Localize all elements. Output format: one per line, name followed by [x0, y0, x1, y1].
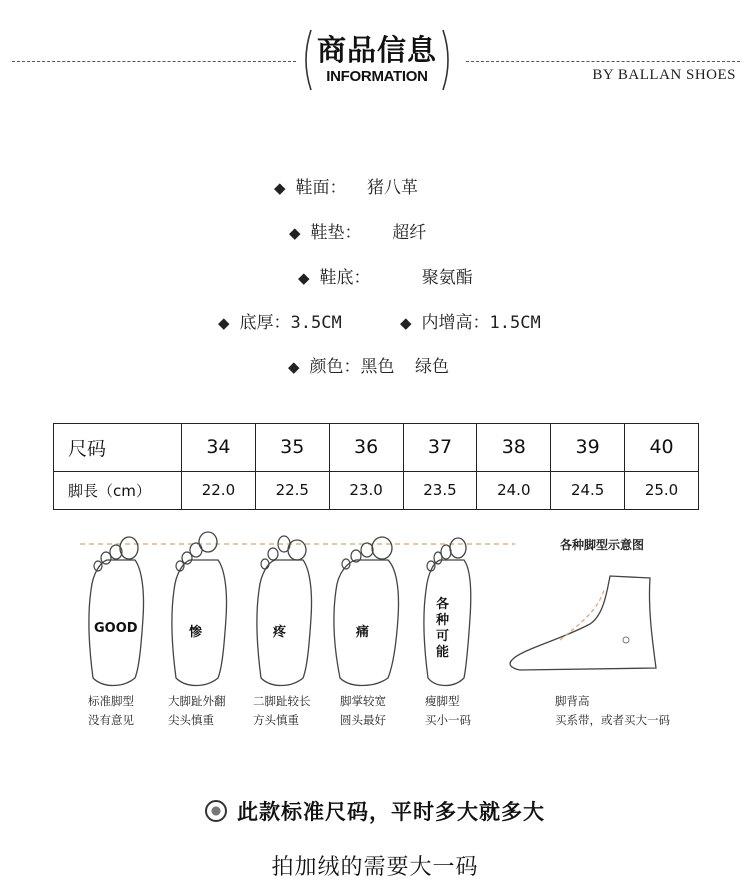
size-cell: 39 — [551, 424, 625, 472]
diamond-bullet-icon: ◆ — [298, 269, 310, 287]
foot-label-painful: 疼 — [273, 625, 287, 640]
spec-insole: ◆ 鞋垫： 超纤 — [289, 223, 427, 243]
foot-label-various: 各种可能 — [436, 597, 450, 660]
size-cell: 37 — [403, 424, 477, 472]
size-chart-table — [53, 423, 699, 510]
spec-sole-thickness: ◆ 底厚：3.5CM — [218, 313, 342, 333]
size-cell: 34 — [182, 424, 256, 472]
foot-label-miserable: 惨 — [189, 625, 203, 640]
foot-diagram-title: 各种脚型示意图 — [560, 538, 645, 552]
length-cell: 22.5 — [255, 471, 329, 509]
spec-inner-height: ◆ 内增高：1.5CM — [400, 313, 541, 333]
foot-outline-long-second-toe — [257, 536, 312, 686]
diamond-bullet-icon: ◆ — [274, 179, 286, 197]
bracket-right-ornament — [440, 28, 454, 92]
diamond-bullet-icon: ◆ — [289, 224, 301, 242]
foot-caption-wide: 脚掌较宽 圆头最好 — [340, 694, 386, 727]
table-row-sizes — [54, 424, 699, 472]
spec-sole: ◆ 鞋底： 聚氨酯 — [298, 268, 473, 288]
title-english: INFORMATION — [326, 68, 428, 85]
length-cell: 25.0 — [625, 471, 699, 509]
size-cell: 38 — [477, 424, 551, 472]
plush-size-note: 拍加绒的需要大一码 — [271, 855, 479, 880]
size-cell: 35 — [255, 424, 329, 472]
length-cell: 24.5 — [551, 471, 625, 509]
length-cell: 24.0 — [477, 471, 551, 509]
foot-side-view-high-instep — [510, 576, 656, 670]
foot-caption-long-toe: 二脚趾较长 方头慎重 — [253, 694, 311, 727]
foot-caption-bunion: 大脚趾外翻 尖头慎重 — [168, 694, 226, 727]
spec-upper: ◆ 鞋面： 猪八革 — [274, 178, 419, 198]
foot-outline-standard — [89, 537, 144, 686]
spec-color: ◆ 颜色：黑色 绿色 — [288, 357, 450, 377]
standard-size-note: 此款标准尺码，平时多大就多大 — [0, 796, 750, 826]
foot-caption-thin: 瘦脚型 买小一码 — [425, 694, 471, 727]
target-bullet-icon — [205, 800, 227, 822]
brand-name: BY BALLAN SHOES — [592, 67, 736, 83]
size-cell: 40 — [625, 424, 699, 472]
foot-outline-wide — [334, 537, 399, 686]
diamond-bullet-icon: ◆ — [400, 314, 412, 332]
size-row-header: 尺码 — [54, 424, 182, 472]
header-divider-left — [12, 61, 296, 62]
foot-label-good: GOOD — [94, 621, 138, 636]
size-cell: 36 — [329, 424, 403, 472]
length-cell: 22.0 — [182, 471, 256, 509]
header-divider-right — [466, 61, 740, 62]
title-chinese: 商品信息 — [316, 33, 437, 67]
table-row-lengths — [54, 471, 699, 509]
foot-caption-standard: 标准脚型 没有意见 — [88, 694, 134, 727]
foot-caption-high-instep: 脚背高 买系带，或者买大一码 — [555, 694, 670, 727]
foot-label-ache: 痛 — [356, 625, 370, 640]
diamond-bullet-icon: ◆ — [288, 358, 300, 376]
length-cell: 23.0 — [329, 471, 403, 509]
length-row-header: 脚長（cm） — [54, 471, 182, 509]
diamond-bullet-icon: ◆ — [218, 314, 230, 332]
foot-outline-bunion — [172, 532, 227, 686]
length-cell: 23.5 — [403, 471, 477, 509]
